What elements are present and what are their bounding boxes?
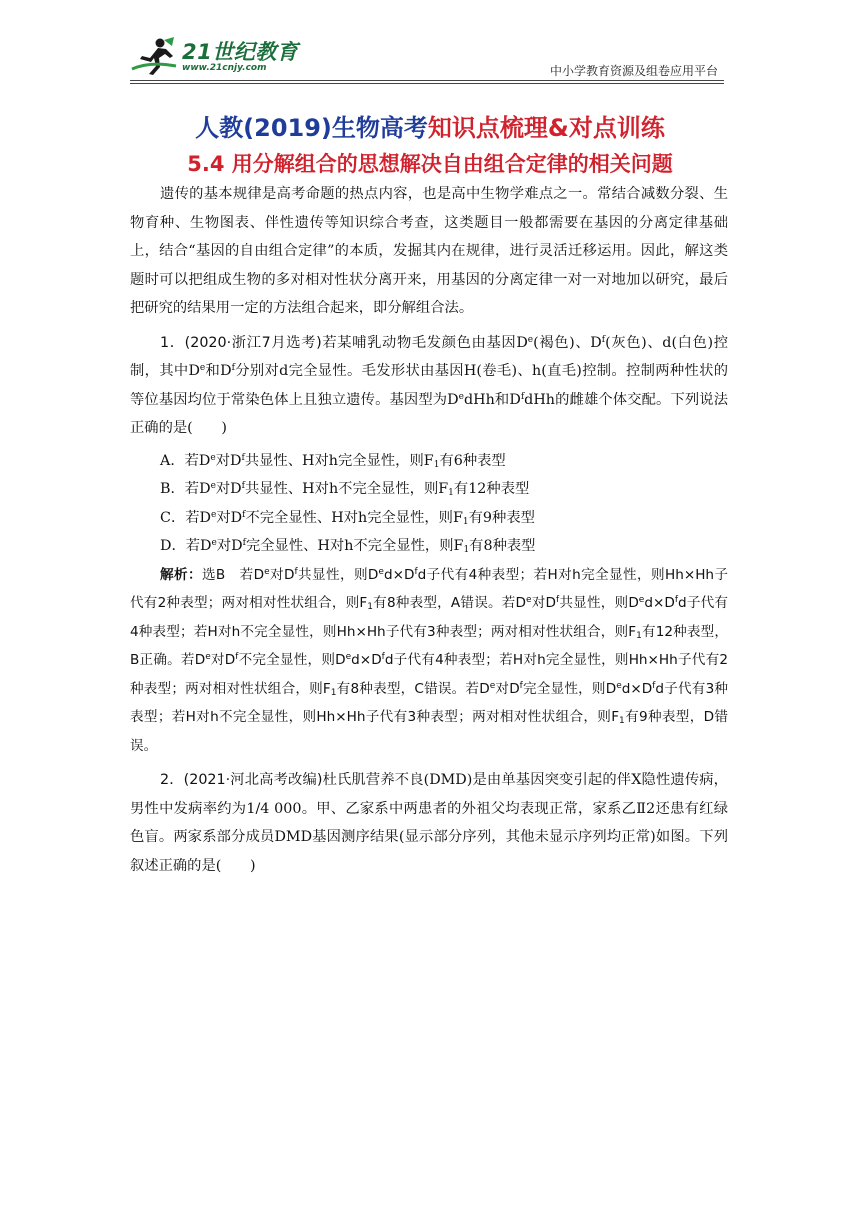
runner-logo-icon [130, 36, 180, 76]
question-1-source: 1．(2020·浙江7月选考) [160, 334, 322, 351]
section-subtitle: 5.4 用分解组合的思想解决自由组合定律的相关问题 [187, 152, 673, 176]
intro-paragraph: 遗传的基本规律是高考命题的热点内容，也是高中生物学难点之一。常结合减数分裂、生物育种、生物图表、伴性遗传等知识综合考查，这类题目一般都需要在基因的分离定律基础上，结合“基因的自由组合定律”的本质，发掘其内在规律，进行灵活迁移运用。因此，解这类题时可以把组成生物的多对相对性状分离开来，用基因的分离定律一对一对地加以研究，最后把研究的结果用一定的方法组合起来，即分解组合法。 [130, 186, 728, 316]
logo-text: 21世纪教育 [182, 40, 299, 64]
page-title [0, 108, 860, 143]
header-divider [130, 80, 724, 84]
question-1-options [130, 447, 728, 561]
title-part-red: 知识点梳理&对点训练 [427, 114, 665, 142]
question-2-stem [130, 766, 728, 880]
option-b: B．若De对$D^f$共显性、H对h不完全显性，则$F_1$有12种表型 [160, 481, 530, 498]
option-c: C．若De对$D^f$不完全显性、H对h完全显性，则$F_1$有9种表型 [160, 509, 535, 527]
main-content [130, 180, 728, 880]
question-2-text: 杜氏肌营养不良(DMD)是由单基因突变引起的伴X隐性遗传病，男性中发病率约为1/4 000。甲、乙家系中两患者的外祖父均表现正常，家系乙Ⅱ2还患有红绿色盲。两家系部分成员DMD基因测序结果(显示部分序列，其他未显示序列均正常)如图。下列叙述正确的是( ) [130, 772, 728, 874]
logo [130, 34, 300, 78]
question-2-source: 2．(2021·河北高考改编) [160, 772, 323, 788]
question-1-stem [130, 329, 728, 443]
question-1-text: 若某哺乳动物毛发颜色由基因De(褐色)、$D^f$(灰色)、d(白色)控制，其中De和$D^f$分别对d完全显性。毛发形状由基因H(卷毛)、h(直毛)控制。控制两种性状的等位基因均位于常染色体上且独立遗传。基因型为DedHh和$D^fdHh$的雌雄个体交配。下列说法正确的是( ) [130, 334, 729, 436]
header-platform-text: 中小学教育资源及组卷应用平台 [549, 64, 718, 78]
title-part-blue: 人教(2019)生物高考 [195, 114, 428, 142]
logo-url: www.21cnjy.com [182, 63, 267, 73]
question-1-analysis [130, 561, 728, 761]
page-header [130, 34, 724, 82]
option-a: A．若De对$D^f$共显性、H对h完全显性，则$F_1$有6种表型 [160, 452, 506, 470]
analysis-label: 解析： [160, 566, 202, 583]
analysis-text: 选B 若De对$D^f$共显性，则$D^ed\times D^fd$子代有4种表型；若H对h完全显性，则Hh×Hh子代有2种表型；两对相对性状组合，则$F_1$有8种表型，A错误。若De对$D^f$共显性，则$D^ed\times D^fd$子代有4种表型；若H对h不完全显性，则Hh×Hh子代有3种表型；两对相对性状组合，则$F_1$有12种表型，B正确。若De对$D^f$不完全显性，则$D^ed\times D^fd$子代有4种表型；若H对h完全显性，则Hh×Hh子代有2种表型；两对相对性状组合，则$F_1$有8种表型，C错误。若De对$D^f$完全显性，则$D^ed\times D^fd$子代有3种表型；若H对h不完全显性，则Hh×Hh子代有3种表型；两对相对性状组合，则$F_1$有9种表型，D错误。 [130, 566, 729, 754]
option-d: D．若De对$D^f$完全显性、H对h不完全显性，则$F_1$有8种表型 [160, 538, 536, 555]
